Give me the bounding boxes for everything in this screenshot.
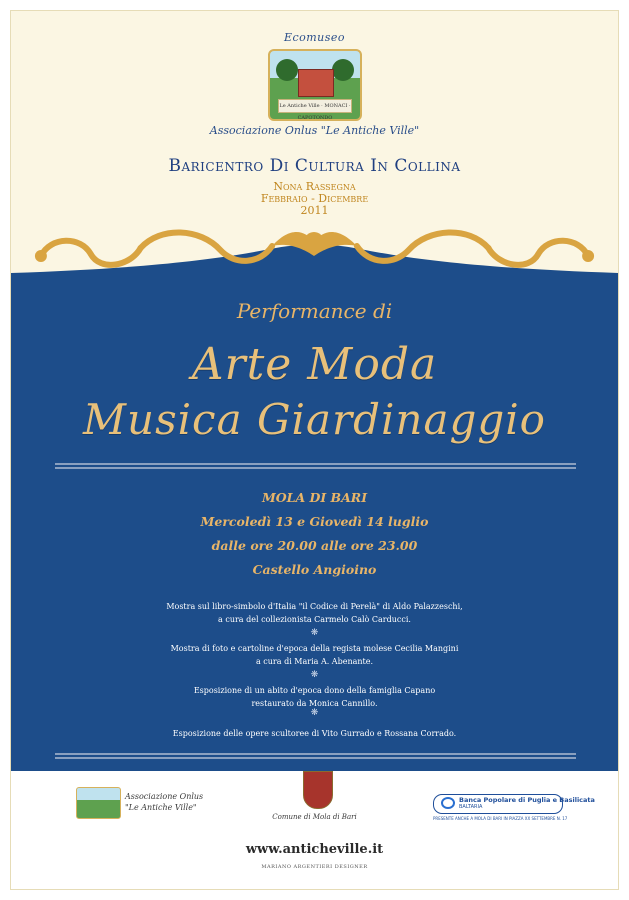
bank-brand: BALTARIA bbox=[459, 804, 483, 810]
flower-separator-icon: ❋ bbox=[310, 708, 319, 718]
footer-association-name bbox=[125, 791, 215, 813]
tree-left-icon bbox=[276, 59, 298, 81]
main-title: Baricentro Di Cultura In Collina bbox=[168, 156, 461, 176]
designer-credit: MARIANO ARGENTIERI DESIGNER bbox=[261, 864, 368, 870]
event-dates: Mercoledì 13 e Giovedì 14 luglio bbox=[200, 514, 429, 529]
program-item-4-line-1: Esposizione delle opere scultoree di Vito Gurrado e Rossana Corrado. bbox=[172, 729, 457, 738]
divider-top-second bbox=[55, 467, 576, 469]
performance-label: Performance di bbox=[236, 299, 393, 323]
divider-bottom bbox=[55, 753, 576, 755]
footer-association-line-1: Associazione Onlus bbox=[125, 792, 204, 801]
association-name: Associazione Onlus "Le Antiche Ville" bbox=[209, 124, 420, 137]
gold-ornament bbox=[11, 216, 618, 286]
subtitle-line-1: Nona Rassegna bbox=[273, 180, 356, 193]
flower-separator-icon: ❋ bbox=[310, 670, 319, 680]
footer-association-line-2: "Le Antiche Ville" bbox=[125, 803, 197, 812]
association-logo bbox=[268, 49, 362, 121]
bank-logo-icon bbox=[441, 797, 455, 809]
flower-separator-icon: ❋ bbox=[310, 628, 319, 638]
program-item-2-line-2: a cura di Maria A. Abenante. bbox=[255, 657, 374, 666]
headline-line-1: Arte Moda bbox=[191, 339, 438, 390]
comune-crest-icon bbox=[303, 771, 333, 809]
bank-name: Banca Popolare di Puglia e Basilicata bbox=[459, 796, 595, 804]
program-item-2-line-1: Mostra di foto e cartoline d'epoca della regista molese Cecilia Mangini bbox=[170, 644, 459, 653]
poster-frame bbox=[10, 10, 619, 890]
tree-right-icon bbox=[332, 59, 354, 81]
ecomuseo-title: Ecomuseo bbox=[283, 31, 346, 44]
event-venue: Castello Angioino bbox=[252, 562, 377, 577]
program-item-1-line-1: Mostra sul libro-simbolo d'Italia "il Codice di Perelà" di Aldo Palazzeschi, bbox=[166, 602, 463, 611]
program-item-3-line-1: Esposizione di un abito d'epoca dono della famiglia Capano bbox=[193, 686, 436, 695]
program-item-1-line-2: a cura del collezionista Carmelo Calò Carducci. bbox=[218, 615, 411, 624]
subtitle-line-3: 2011 bbox=[300, 204, 329, 217]
bank-note: PRESENTE ANCHE A MOLA DI BARI IN PIAZZA XX SETTEMBRE N. 17 bbox=[433, 816, 568, 821]
villa-icon bbox=[298, 69, 334, 97]
headline-line-2: Musica Giardinaggio bbox=[83, 395, 546, 444]
divider-bottom-second bbox=[55, 757, 576, 759]
subtitle-line-2: Febbraio - Dicembre bbox=[260, 192, 369, 205]
comune-name: Comune di Mola di Bari bbox=[272, 813, 357, 821]
website-link[interactable]: www.anticheville.it bbox=[245, 842, 384, 857]
location-city: MOLA DI BARI bbox=[261, 490, 368, 505]
event-hours: dalle ore 20.00 alle ore 23.00 bbox=[211, 538, 418, 553]
logo-ribbon: Le Antiche Ville · MONACI · CAPOTONDO bbox=[278, 99, 352, 113]
divider-top bbox=[55, 463, 576, 465]
program-item-3-line-2: restaurato da Monica Cannillo. bbox=[251, 699, 378, 708]
